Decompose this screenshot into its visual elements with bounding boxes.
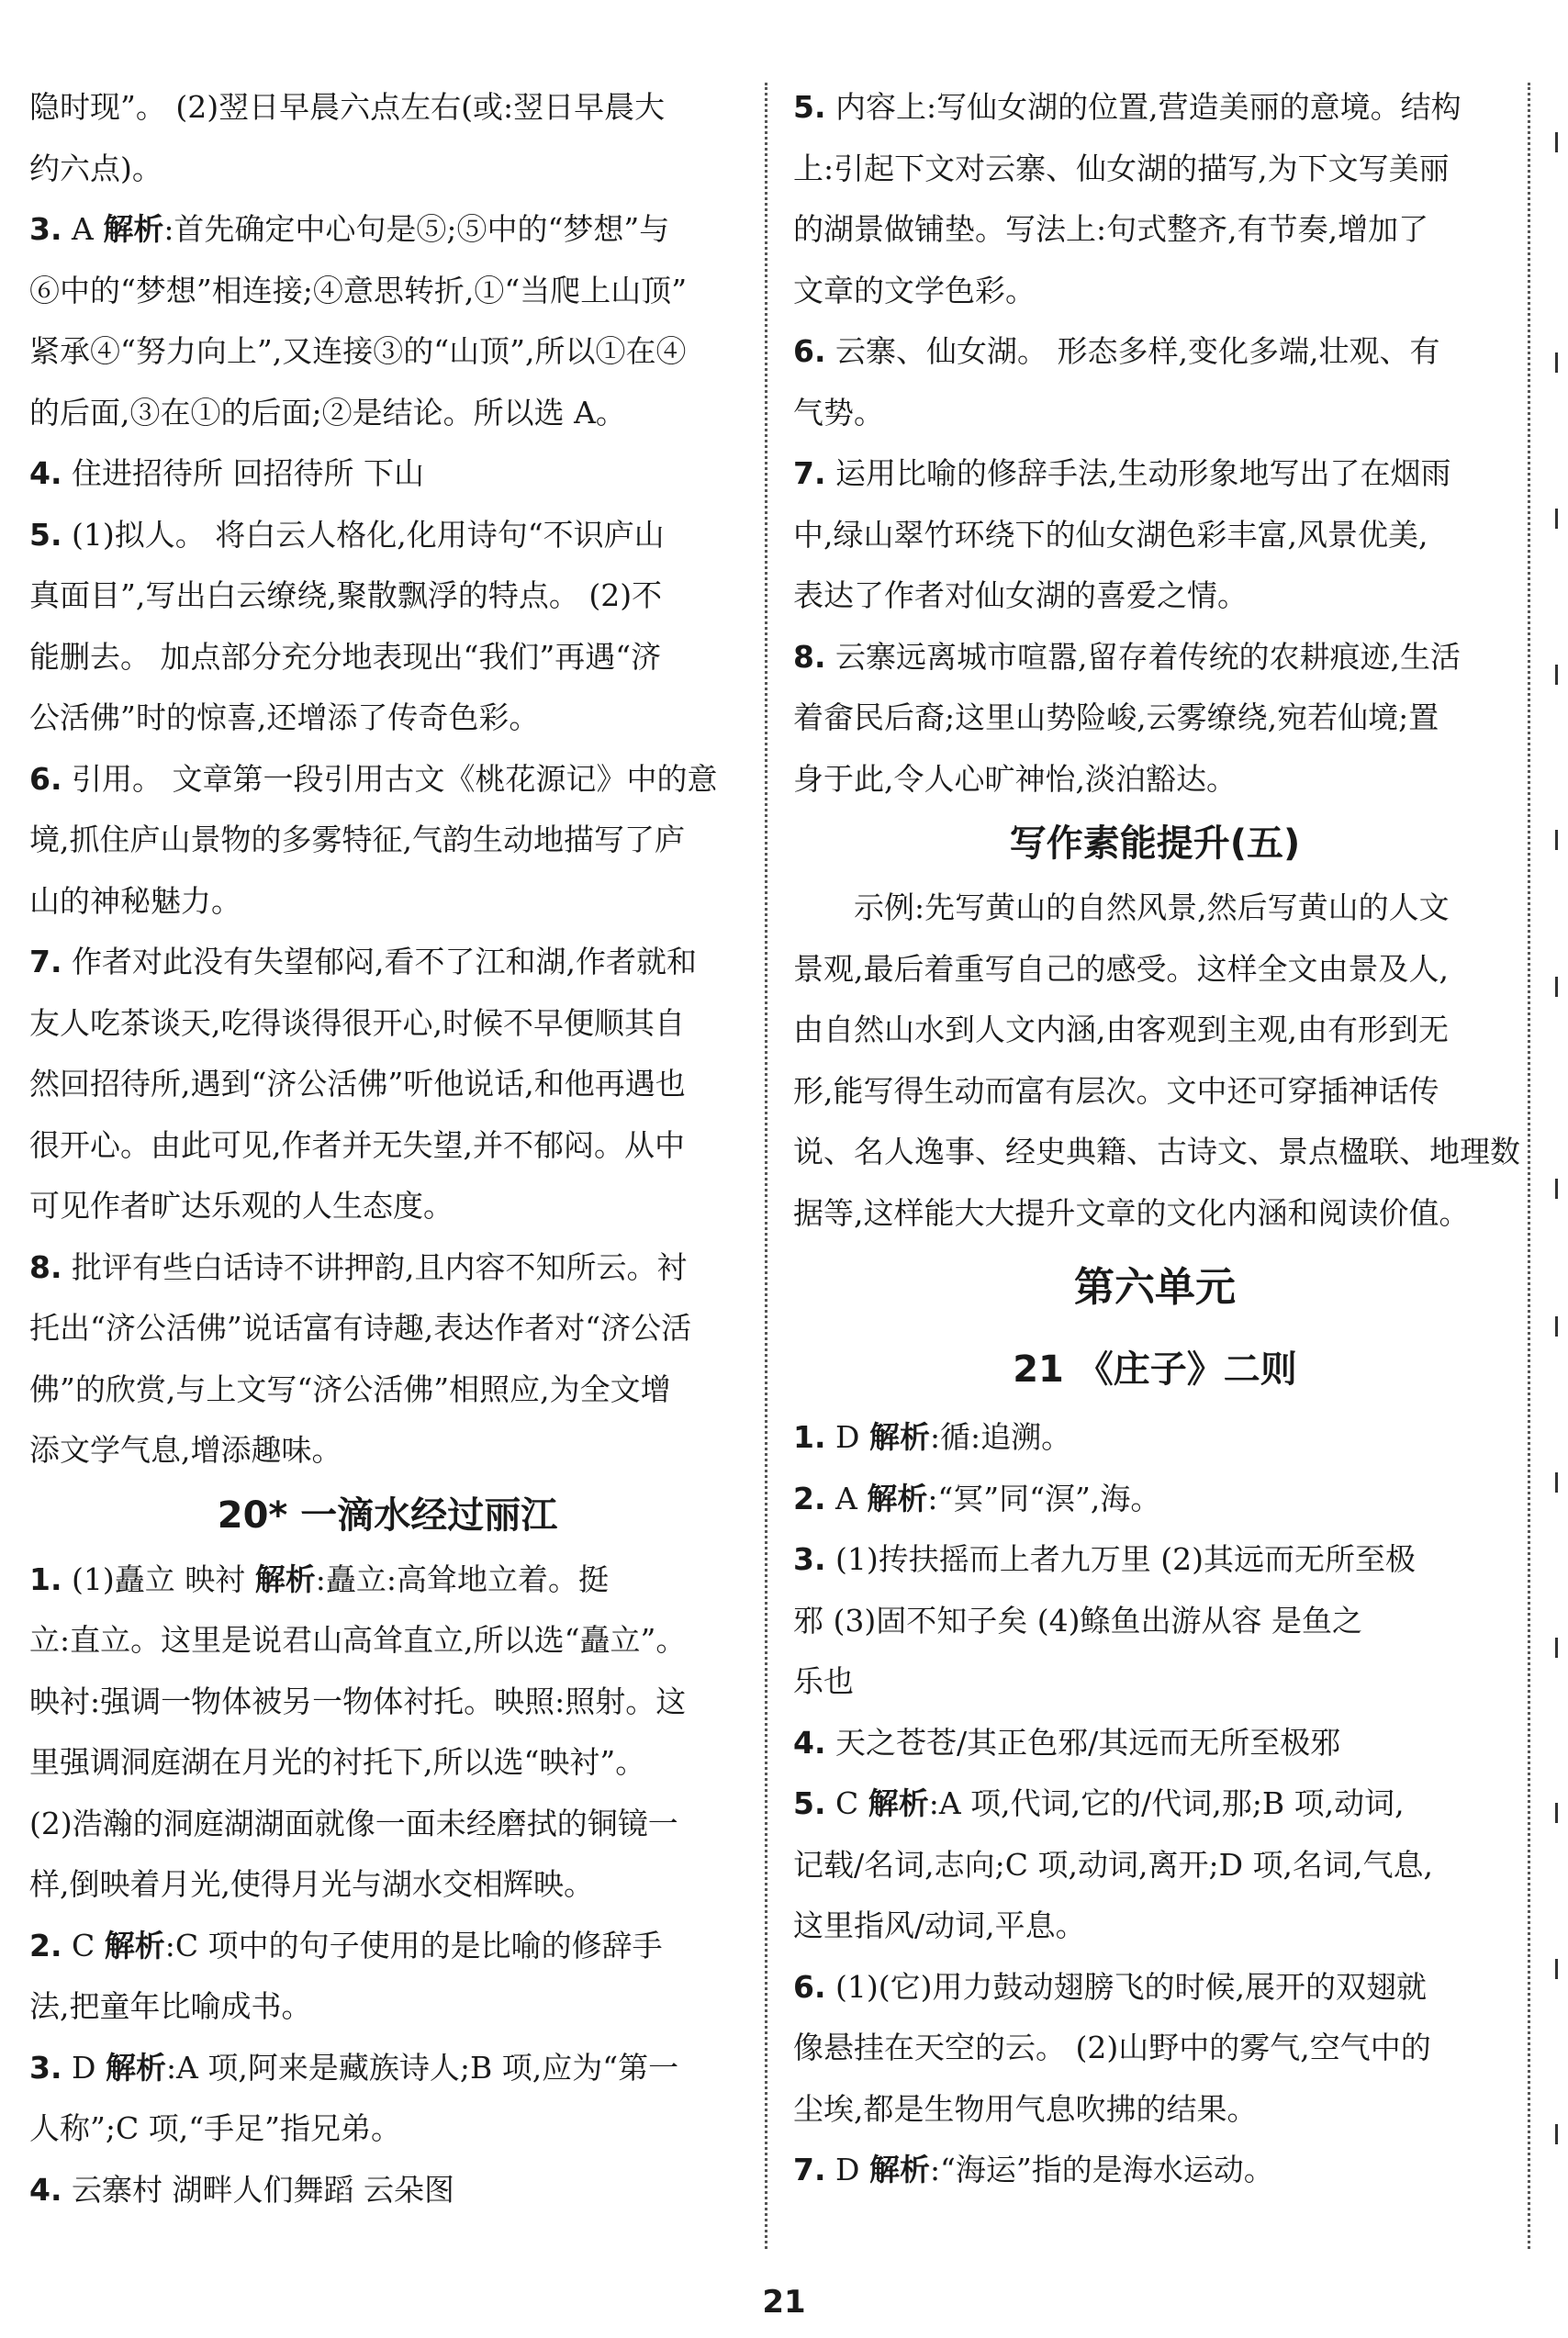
answer-text: 山的神秘魅力。 <box>29 882 241 919</box>
answer-line <box>793 1407 1517 1469</box>
answer-line <box>29 932 745 993</box>
answer-line <box>793 1469 1517 1530</box>
text-line <box>29 810 745 871</box>
answer-text: 中,绿山翠竹环绕下的仙女湖色彩丰富,风景优美, <box>793 516 1428 553</box>
section-heading: 20* 一滴水经过丽江 <box>217 1493 558 1537</box>
answer-text: 云寨村 湖畔人们舞蹈 云朵图 <box>62 2171 454 2208</box>
answer-text: 说、名人逸事、经史典籍、古诗文、景点楹联、地理数 <box>793 1134 1520 1169</box>
text-line <box>29 1976 745 2038</box>
question-number: 4. <box>793 1724 826 1761</box>
answer-text: 里强调洞庭湖在月光的衬托下,所以选“映衬”。 <box>29 1744 646 1780</box>
text-line <box>29 321 745 383</box>
answer-text: 据等,这样能大大提升文章的文化内涵和阅读价值。 <box>793 1194 1470 1231</box>
answer-text: (1)(它)用力鼓动翅膀飞的时候,展开的双翅就 <box>825 1968 1427 2005</box>
text-line <box>793 1183 1517 1245</box>
answer-line <box>793 321 1517 383</box>
text-line <box>793 1835 1517 1896</box>
text-line <box>793 199 1517 261</box>
analysis-label: 解析 <box>105 2049 166 2086</box>
answer-text: A <box>825 1480 868 1516</box>
answer-text: 由自然山水到人文内涵,由客观到主观,由有形到无 <box>793 1012 1449 1047</box>
text-line <box>793 383 1517 444</box>
question-number: 1. <box>29 1561 62 1597</box>
analysis-label: 解析 <box>254 1561 316 1597</box>
answer-text: 的后面,③在①的后面;②是结论。所以选 A。 <box>29 394 626 431</box>
text-line <box>793 1061 1517 1123</box>
text-line <box>29 1420 745 1482</box>
text-line <box>29 1854 745 1916</box>
question-number: 2. <box>29 1927 62 1963</box>
answer-text: 气势。 <box>793 394 884 431</box>
answer-text: 然回招待所,遇到“济公活佛”听他说话,和他再遇也 <box>29 1066 686 1102</box>
answer-text: 表达了作者对仙女湖的喜爱之情。 <box>793 577 1248 613</box>
answer-text: 文章的文学色彩。 <box>793 272 1036 308</box>
answer-text: 添文学气息,增添趣味。 <box>29 1432 342 1468</box>
text-line <box>29 77 745 139</box>
question-number: 2. <box>793 1480 826 1516</box>
edge-text-fragment <box>1555 352 1567 373</box>
analysis-label: 解析 <box>868 2152 930 2187</box>
unit-heading: 第六单元 <box>1074 1264 1236 1311</box>
analysis-text: :矗立:高耸地立着。挺 <box>315 1561 609 1597</box>
question-number: 3. <box>29 2049 62 2086</box>
question-number: 8. <box>793 638 826 675</box>
answer-line <box>29 749 745 811</box>
answer-text: 的湖景做铺垫。写法上:句式整齐,有节奏,增加了 <box>793 211 1429 247</box>
answer-line <box>29 199 745 261</box>
page-number: 21 <box>762 2284 806 2321</box>
answer-text: 公活佛”时的惊喜,还增添了传奇色彩。 <box>29 699 540 735</box>
text-line <box>29 139 745 200</box>
text-line <box>793 1122 1520 1183</box>
answer-line <box>29 1549 745 1611</box>
answer-text: 人称”;C 项,“手足”指兄弟。 <box>29 2110 401 2146</box>
text-line <box>29 1176 745 1237</box>
answer-text: 运用比喻的修辞手法,生动形象地写出了在烟雨 <box>825 455 1451 491</box>
answer-text: A <box>62 211 104 247</box>
text-line <box>29 871 745 933</box>
question-number: 7. <box>29 944 62 979</box>
column-divider <box>1528 83 1530 2249</box>
edge-text-fragment <box>1555 1638 1567 1658</box>
answer-line <box>793 1773 1517 1835</box>
edge-text-fragment <box>1555 509 1567 529</box>
answer-line <box>793 1529 1517 1591</box>
text-line <box>793 1896 1517 1957</box>
answer-text: C <box>62 1927 105 1963</box>
answer-text: D <box>825 2152 869 2187</box>
right-column <box>793 77 1520 2201</box>
answer-text: 尘埃,都是生物用气息吹拂的结果。 <box>793 2090 1258 2127</box>
text-line <box>29 2098 745 2160</box>
text-line <box>29 1298 745 1359</box>
answer-text: 邪 (3)固不知子矣 (4)鲦鱼出游从容 是鱼之 <box>793 1602 1362 1639</box>
text-line <box>29 1359 745 1421</box>
analysis-text: :A 项,代词,它的/代词,那;B 项,动词, <box>928 1785 1405 1821</box>
answer-text: (1)抟扶摇而上者九万里 (2)其远而无所至极 <box>825 1541 1416 1577</box>
text-line <box>793 688 1517 749</box>
question-number: 5. <box>793 1785 826 1821</box>
text-line <box>29 383 745 444</box>
answer-text: 记载/名词,志向;C 项,动词,离开;D 项,名词,气息, <box>793 1846 1433 1883</box>
answer-text: 托出“济公活佛”说话富有诗趣,表达作者对“济公活 <box>29 1310 692 1346</box>
text-line <box>29 1115 745 1177</box>
answer-text: 住进招待所 回招待所 下山 <box>62 455 424 491</box>
answer-text: 样,倒映着月光,使得月光与湖水交相辉映。 <box>29 1866 594 1902</box>
answer-line <box>793 1713 1517 1774</box>
answer-line <box>29 1237 745 1299</box>
answer-text: 天之苍苍/其正色邪/其远而无所至极邪 <box>825 1724 1341 1761</box>
edge-text-fragment <box>1555 1803 1567 1823</box>
analysis-label: 解析 <box>103 211 164 247</box>
answer-text: 这里指风/动词,平息。 <box>793 1907 1086 1943</box>
answer-text: 着畲民后裔;这里山势险峻,云雾缭绕,宛若仙境;置 <box>793 699 1439 735</box>
text-line <box>29 627 745 688</box>
edge-text-fragment <box>1555 1472 1567 1493</box>
adjacent-page-edge <box>1551 77 1568 2262</box>
answer-text: 云寨远离城市喧嚣,留存着传统的农耕痕迹,生活 <box>825 638 1461 675</box>
answer-text: 身于此,令人心旷神怡,淡泊豁达。 <box>793 760 1237 797</box>
text-line <box>793 2079 1517 2141</box>
analysis-label: 解析 <box>868 1785 929 1821</box>
answer-text: 景观,最后着重写自己的感受。这样全文由景及人, <box>793 950 1449 987</box>
question-number: 6. <box>793 1968 826 2005</box>
analysis-text: :“海运”指的是海水运动。 <box>929 2152 1274 2187</box>
answer-text: 法,把童年比喻成书。 <box>29 1988 312 2024</box>
analysis-text: :“冥”同“溟”,海。 <box>927 1480 1161 1516</box>
section-heading: 21 《庄子》二则 <box>1013 1348 1297 1391</box>
answer-text: C <box>825 1785 868 1821</box>
question-number: 8. <box>29 1248 62 1285</box>
answer-text: 立:直立。这里是说君山高耸直立,所以选“矗立”。 <box>29 1622 687 1658</box>
question-number: 5. <box>29 516 62 553</box>
answer-text: 像悬挂在天空的云。 (2)山野中的雾气,空气中的 <box>793 2030 1431 2065</box>
answer-text: 隐时现”。 (2)翌日早晨六点左右(或:翌日早晨大 <box>29 89 666 125</box>
answer-text: 友人吃茶谈天,吃得谈得很开心,时候不早便顺其自 <box>29 1004 685 1041</box>
answer-text: 形,能写得生动而富有层次。文中还可穿插神话传 <box>793 1072 1439 1109</box>
edge-text-fragment <box>1555 1316 1567 1337</box>
text-line <box>793 505 1517 566</box>
answer-line <box>29 2038 745 2099</box>
question-number: 6. <box>29 760 62 797</box>
edge-text-fragment <box>1555 1179 1567 1199</box>
answer-text: 乐也 <box>793 1663 854 1699</box>
answer-line <box>793 627 1517 688</box>
answer-line <box>29 443 745 505</box>
answer-text: (1)矗立 映衬 <box>62 1561 255 1597</box>
question-number: 3. <box>29 211 62 247</box>
text-line <box>29 993 745 1055</box>
answer-text: 作者对此没有失望郁闷,看不了江和湖,作者就和 <box>62 944 697 979</box>
question-number: 4. <box>29 2171 62 2208</box>
text-line <box>29 1794 745 1855</box>
answer-text: 真面目”,写出白云缭绕,聚散飘浮的特点。 (2)不 <box>29 577 663 613</box>
question-number: 1. <box>793 1419 826 1455</box>
answer-line <box>793 1957 1517 2019</box>
section-heading: 写作素能提升(五) <box>1009 822 1301 865</box>
answer-text: D <box>62 2049 106 2086</box>
text-line <box>29 565 745 627</box>
text-line <box>793 939 1517 1001</box>
answer-text: 佛”的欣赏,与上文写“济公活佛”相照应,为全文增 <box>29 1370 671 1407</box>
answer-line <box>793 77 1517 139</box>
question-number: 4. <box>29 455 62 491</box>
analysis-label: 解析 <box>867 1480 928 1516</box>
analysis-label: 解析 <box>104 1927 165 1963</box>
answer-text: D <box>825 1419 869 1455</box>
answer-text: 可见作者旷达乐观的人生态度。 <box>29 1188 454 1224</box>
answer-text: 示例:先写黄山的自然风景,然后写黄山的人文 <box>854 889 1450 925</box>
edge-text-fragment <box>1555 830 1567 850</box>
question-number: 7. <box>793 2152 826 2187</box>
text-line <box>793 1000 1517 1061</box>
text-line <box>793 565 1517 627</box>
text-line <box>29 688 745 749</box>
text-line <box>793 1591 1517 1652</box>
left-column <box>29 77 745 2221</box>
answer-text: ⑥中的“梦想”相连接;④意思转折,①“当爬上山顶” <box>29 272 688 308</box>
column-divider <box>765 83 767 2249</box>
answer-text: 映衬:强调一物体被另一物体衬托。映照:照射。这 <box>29 1683 687 1719</box>
text-line <box>29 261 745 322</box>
answer-text: (1)拟人。 将白云人格化,化用诗句“不识庐山 <box>62 516 665 553</box>
analysis-text: :循:追溯。 <box>929 1419 1072 1455</box>
answer-text: 批评有些白话诗不讲押韵,且内容不知所云。衬 <box>62 1248 688 1285</box>
answer-line <box>29 2160 745 2221</box>
analysis-text: :首先确定中心句是⑤;⑤中的“梦想”与 <box>163 211 670 247</box>
answer-text: 能删去。 加点部分充分地表现出“我们”再遇“济 <box>29 638 662 675</box>
question-number: 3. <box>793 1541 826 1577</box>
answer-text: 云寨、仙女湖。 形态多样,变化多端,壮观、有 <box>825 333 1440 369</box>
text-line <box>29 1732 745 1794</box>
text-line <box>793 2018 1517 2079</box>
edge-text-fragment <box>1555 665 1567 685</box>
answer-line <box>29 1916 745 1977</box>
answer-text: (2)浩瀚的洞庭湖湖面就像一面未经磨拭的铜镜一 <box>29 1805 678 1841</box>
text-line <box>29 1610 745 1672</box>
text-line <box>793 261 1517 322</box>
question-number: 7. <box>793 455 826 491</box>
edge-text-fragment <box>1555 132 1567 152</box>
answer-line <box>793 443 1517 505</box>
answer-text: 很开心。由此可见,作者并无失望,并不郁闷。从中 <box>29 1126 685 1163</box>
analysis-text: :A 项,阿来是藏族诗人;B 项,应为“第一 <box>165 2049 679 2086</box>
analysis-label: 解析 <box>868 1419 930 1455</box>
answer-line <box>29 505 745 566</box>
edge-text-fragment <box>1555 2124 1567 2144</box>
text-line <box>793 749 1517 811</box>
text-line <box>29 1054 745 1115</box>
question-number: 6. <box>793 333 826 369</box>
text-line <box>793 878 1517 939</box>
edge-text-fragment <box>1555 977 1567 997</box>
text-line <box>29 1672 745 1733</box>
answer-text: 上:引起下文对云寨、仙女湖的描写,为下文写美丽 <box>793 150 1450 186</box>
analysis-text: :C 项中的句子使用的是比喻的修辞手 <box>164 1927 663 1963</box>
edge-text-fragment <box>1555 1959 1567 1979</box>
answer-line <box>793 2140 1517 2201</box>
answer-text: 紧承④“努力向上”,又连接③的“山顶”,所以①在④ <box>29 333 687 369</box>
question-number: 5. <box>793 89 826 125</box>
answer-text: 内容上:写仙女湖的位置,营造美丽的意境。结构 <box>825 89 1462 125</box>
text-line <box>793 139 1517 200</box>
answer-text: 境,抓住庐山景物的多雾特征,气韵生动地描写了庐 <box>29 822 685 857</box>
answer-text: 约六点)。 <box>29 150 162 186</box>
text-line <box>793 1651 1517 1713</box>
answer-text: 引用。 文章第一段引用古文《桃花源记》中的意 <box>62 760 718 797</box>
